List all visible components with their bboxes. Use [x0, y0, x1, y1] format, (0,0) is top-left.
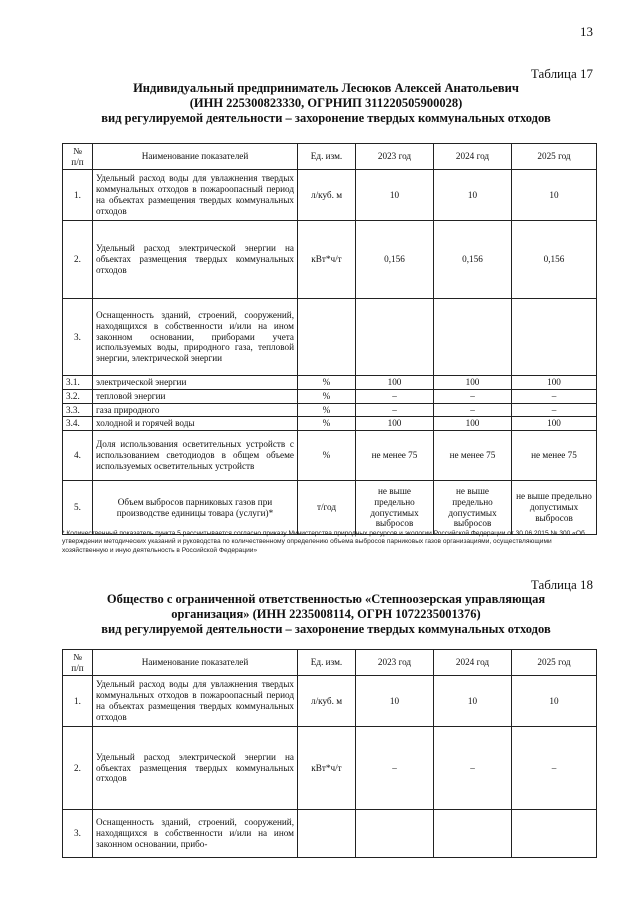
row-num: 3.3. [63, 403, 93, 417]
table17-footnote: * Количественный показатель пункта 5 рассчитывается согласно приказу Министерства природных ресурсов и экологии Российской Федерации от 30.06.2015 № 300 «Об утверждении методических указаний и руководства по количественному определению объема выбросов парниковых газов организациями, осуществляющими хозяйственную и иную деятельность в Российской Федерации» [62, 530, 585, 554]
row-num: 2. [63, 727, 93, 810]
header-name: Наименование показателей [93, 144, 298, 170]
row-value: 0,156 [356, 221, 434, 299]
row-unit: л/куб. м [298, 170, 356, 221]
row-num: 3. [63, 299, 93, 376]
table18-label: Таблица 18 [530, 577, 593, 592]
row-value: 100 [356, 417, 434, 431]
table17 [62, 143, 597, 535]
row-value: не выше предельно допустимых выбросов [434, 481, 512, 535]
header-name: Наименование показателей [93, 650, 298, 676]
row-value: не менее 75 [512, 431, 597, 481]
row-value: 10 [512, 676, 597, 727]
table-row [63, 676, 597, 727]
header-year: 2024 год [434, 650, 512, 676]
table17-heading [40, 81, 612, 126]
header-year: 2024 год [434, 144, 512, 170]
row-name: Удельный расход электрической энергии на объектах размещения твердых коммунальных отходов [93, 727, 298, 810]
row-value: 100 [512, 417, 597, 431]
row-value: – [356, 403, 434, 417]
header-num: № п/п [63, 144, 93, 170]
row-value [356, 810, 434, 858]
row-name: газа природного [93, 403, 298, 417]
row-unit: % [298, 376, 356, 390]
row-unit: % [298, 389, 356, 403]
row-unit [298, 299, 356, 376]
row-unit: л/куб. м [298, 676, 356, 727]
row-num: 3.1. [63, 376, 93, 390]
row-value: не выше предельно допустимых выбросов [356, 481, 434, 535]
row-value: – [356, 727, 434, 810]
row-value [434, 299, 512, 376]
row-num: 4. [63, 431, 93, 481]
row-num: 3.2. [63, 389, 93, 403]
row-unit [298, 810, 356, 858]
row-name: Удельный расход воды для увлажнения твердых коммунальных отходов в пожароопасный период на объектах размещения твердых коммунальных отходов [93, 170, 298, 221]
row-value: не выше предельно допустимых выбросов [512, 481, 597, 535]
table17-heading-line: (ИНН 225300823330, ОГРНИП 311220505900028) [189, 96, 463, 110]
row-value: – [512, 727, 597, 810]
row-unit: т/год [298, 481, 356, 535]
row-value: 10 [434, 170, 512, 221]
table18-heading-line: вид регулируемой деятельности – захоронение твердых коммунальных отходов [101, 622, 551, 636]
row-name: Оснащенность зданий, строений, сооружений, находящихся в собственности и/или на ином законном основании, приборами учета используемых воды, природного газа, тепловой энергии, электрической энергии [93, 299, 298, 376]
row-value [512, 299, 597, 376]
table18-heading-line: организация» (ИНН 2235008114, ОГРН 1072235001376) [171, 607, 481, 621]
row-name: Удельный расход воды для увлажнения твердых коммунальных отходов в пожароопасный период на объектах размещения твердых коммунальных отходов [93, 676, 298, 727]
table-row [63, 221, 597, 299]
header-year: 2025 год [512, 144, 597, 170]
row-value: – [434, 389, 512, 403]
table-row [63, 431, 597, 481]
row-value: – [512, 403, 597, 417]
table-row [63, 481, 597, 535]
table-row [63, 170, 597, 221]
row-num: 5. [63, 481, 93, 535]
row-value: 100 [512, 376, 597, 390]
row-value: – [434, 727, 512, 810]
table17-label: Таблица 17 [530, 66, 593, 81]
row-name: Оснащенность зданий, строений, сооружений, находящихся в собственности и/или на ином законном основании, прибо- [93, 810, 298, 858]
header-year: 2023 год [356, 144, 434, 170]
row-num: 1. [63, 170, 93, 221]
row-name: холодной и горячей воды [93, 417, 298, 431]
row-value: 0,156 [434, 221, 512, 299]
row-num: 3. [63, 810, 93, 858]
table-row [63, 727, 597, 810]
table18 [62, 649, 597, 858]
row-value [434, 810, 512, 858]
row-name: электрической энергии [93, 376, 298, 390]
row-name: Доля использования осветительных устройств с использованием светодиодов в общем объеме используемых осветительных устройств [93, 431, 298, 481]
row-value: 100 [356, 376, 434, 390]
table18-heading-line: Общество с ограниченной ответственностью «Степноозерская управляющая [106, 592, 546, 606]
row-value: – [356, 389, 434, 403]
table-row [63, 417, 597, 431]
table-header-row [63, 650, 597, 676]
row-num: 2. [63, 221, 93, 299]
table17-heading-line: Индивидуальный предприниматель Лесюков Алексей Анатольевич [133, 81, 519, 95]
table-row [63, 810, 597, 858]
row-value: – [512, 389, 597, 403]
row-unit: % [298, 403, 356, 417]
page-number: 13 [580, 24, 593, 39]
table-row [63, 376, 597, 390]
row-num: 3.4. [63, 417, 93, 431]
row-name: Удельный расход электрической энергии на объектах размещения твердых коммунальных отходов [93, 221, 298, 299]
row-value: 10 [434, 676, 512, 727]
row-value: 10 [356, 170, 434, 221]
row-value: не менее 75 [356, 431, 434, 481]
row-unit: кВт*ч/т [298, 221, 356, 299]
table-row [63, 299, 597, 376]
header-unit: Ед. изм. [298, 144, 356, 170]
row-value [356, 299, 434, 376]
row-value: 10 [356, 676, 434, 727]
table-row [63, 389, 597, 403]
table18-heading [40, 592, 612, 637]
row-value: не менее 75 [434, 431, 512, 481]
row-unit: % [298, 431, 356, 481]
header-year: 2023 год [356, 650, 434, 676]
row-value: 10 [512, 170, 597, 221]
table-row [63, 403, 597, 417]
table-header-row [63, 144, 597, 170]
row-value [512, 810, 597, 858]
row-value: – [434, 403, 512, 417]
row-unit: кВт*ч/т [298, 727, 356, 810]
row-unit: % [298, 417, 356, 431]
row-num: 1. [63, 676, 93, 727]
header-year: 2025 год [512, 650, 597, 676]
row-name: Объем выбросов парниковых газов при производстве единицы товара (услуги)* [93, 481, 298, 535]
row-value: 100 [434, 417, 512, 431]
row-name: тепловой энергии [93, 389, 298, 403]
header-num: № п/п [63, 650, 93, 676]
table17-heading-line: вид регулируемой деятельности – захоронение твердых коммунальных отходов [101, 111, 551, 125]
row-value: 100 [434, 376, 512, 390]
header-unit: Ед. изм. [298, 650, 356, 676]
row-value: 0,156 [512, 221, 597, 299]
